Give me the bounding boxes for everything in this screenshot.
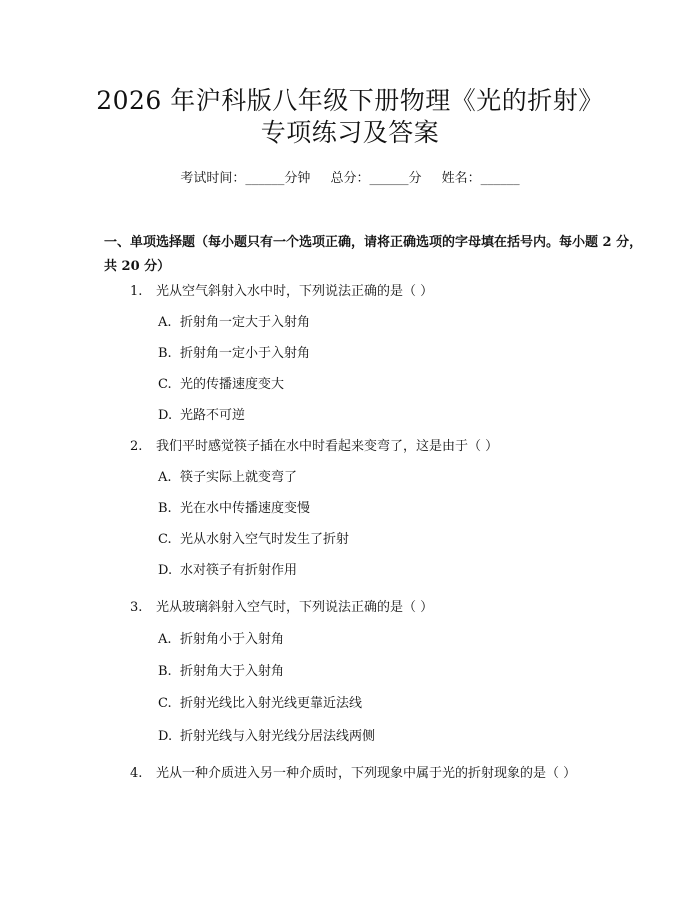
question-text: 光从一种介质进入另一种介质时，下列现象中属于光的折射现象的是（ ） bbox=[156, 766, 577, 781]
option-1b: B. 折射角一定小于入射角 bbox=[158, 346, 311, 361]
option-2a: A. 筷子实际上就变弯了 bbox=[158, 470, 298, 485]
option-2d: D. 水对筷子有折射作用 bbox=[158, 563, 298, 578]
question-4 bbox=[104, 762, 604, 786]
page-title: 2026 年沪科版八年级下册物理《光的折射》 bbox=[96, 86, 604, 115]
question-text: 我们平时感觉筷子插在水中时看起来变弯了，这是由于（ ） bbox=[156, 439, 499, 454]
option-2c: C. 光从水射入空气时发生了折射 bbox=[158, 532, 350, 547]
option-2b: B. 光在水中传播速度变慢 bbox=[158, 501, 311, 516]
student-name: 姓名：______ bbox=[441, 171, 520, 186]
question-number: 4. bbox=[130, 766, 143, 781]
option-3d: D. 折射光线与入射光线分居法线两侧 bbox=[158, 729, 376, 744]
question-number: 3. bbox=[130, 600, 143, 615]
question-text: 光从空气斜射入水中时，下列说法正确的是（ ） bbox=[156, 284, 434, 299]
question-number: 2. bbox=[130, 439, 143, 454]
option-1d: D. 光路不可逆 bbox=[158, 408, 246, 423]
question-2 bbox=[130, 438, 498, 456]
section-heading: 一、单项选择题（每小题只有一个选项正确，请将正确选项的字母填在括号内。每小题 2 分，共 20 分） bbox=[104, 235, 643, 274]
question-text: 光从玻璃斜射入空气时，下列说法正确的是（ ） bbox=[156, 600, 434, 615]
question-number: 1. bbox=[130, 284, 143, 299]
option-1c: C. 光的传播速度变大 bbox=[158, 377, 285, 392]
exam-time: 考试时间：______分钟 bbox=[180, 171, 311, 186]
question-1 bbox=[130, 283, 433, 301]
option-3a: A. 折射角小于入射角 bbox=[158, 632, 285, 647]
exam-score: 总分：______分 bbox=[330, 171, 422, 186]
question-3 bbox=[130, 599, 433, 617]
option-3b: B. 折射角大于入射角 bbox=[158, 664, 285, 679]
option-1a: A. 折射角一定大于入射角 bbox=[158, 315, 311, 330]
exam-info bbox=[0, 167, 700, 186]
page-subtitle: 专项练习及答案 bbox=[260, 118, 440, 147]
option-3c: C. 折射光线比入射光线更靠近法线 bbox=[158, 696, 363, 711]
